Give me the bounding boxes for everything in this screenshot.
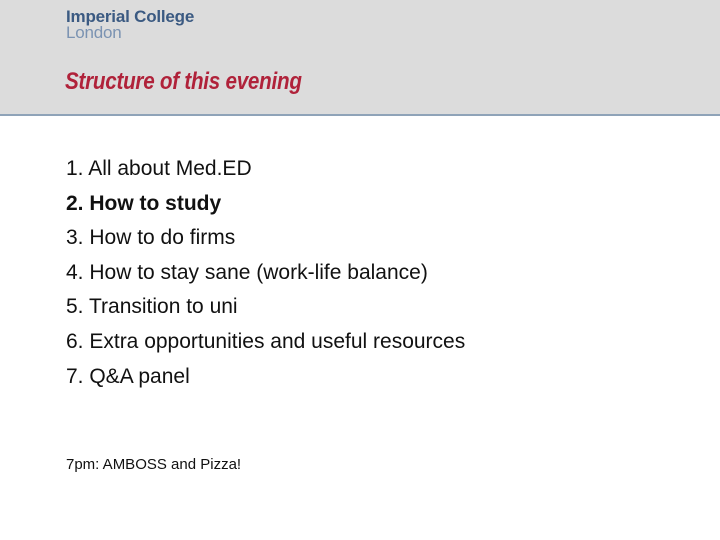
agenda-item: 4. How to stay sane (work-life balance) [66, 260, 428, 284]
event-note: 7pm: AMBOSS and Pizza! [66, 456, 242, 473]
agenda-item-current: 2. How to study [66, 191, 222, 215]
agenda-item: 3. How to do firms [66, 226, 236, 250]
agenda-item: 1. All about Med.ED [66, 157, 252, 180]
agenda-item: 6. Extra opportunities and useful resources [66, 329, 466, 353]
slide-header [0, 0, 720, 116]
imperial-college-logo [66, 9, 194, 41]
logo-line-1: Imperial College [66, 7, 195, 26]
agenda-item: 7. Q&A panel [66, 364, 190, 388]
logo-line-2: London [66, 23, 122, 42]
slide-title: Structure of this evening [65, 68, 302, 95]
agenda-item: 5. Transition to uni [66, 295, 238, 319]
agenda-list [66, 152, 465, 394]
